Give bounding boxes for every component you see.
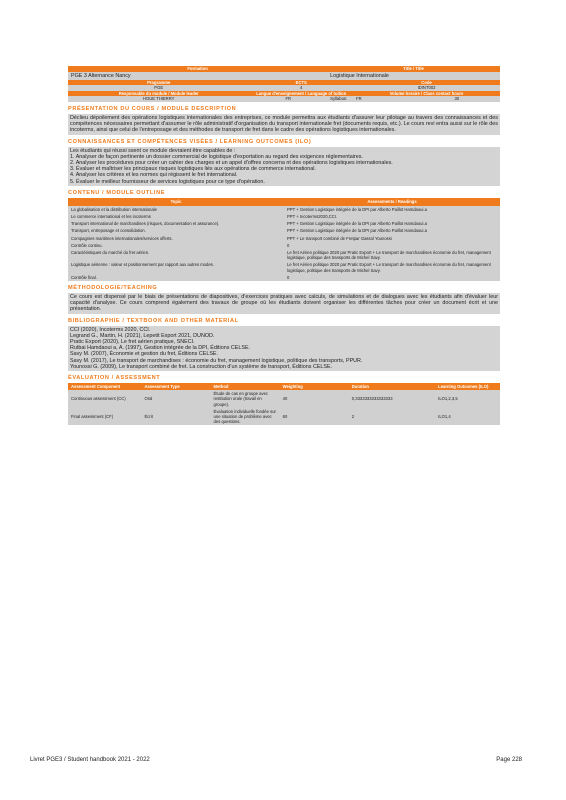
bibliography-entry: Legrand G., Martin, H. (2021), Lepetit Export 2021, DUNOD.	[70, 332, 215, 339]
outline-topic: La globalisation et la distribution internationale	[68, 206, 284, 213]
table-row	[68, 261, 500, 273]
outline-reading: 0	[284, 274, 500, 281]
presentation-text-panel	[68, 114, 500, 135]
competences-intro: Les étudiants qui réussi ssent ce module devraient être capables de :	[70, 147, 236, 154]
table-row	[68, 220, 500, 227]
hours-label: Volume horaire / Class contact hours	[353, 91, 500, 97]
syllabus-value: FR	[353, 96, 413, 102]
hours-value: 30	[414, 96, 500, 102]
assessment-method: Étude de cas en groupe avec restitution orale (travail en groupe).	[211, 390, 280, 408]
assessment-component: Final assessment (CF)	[68, 408, 141, 426]
syllabus-label: Syllabus:	[327, 96, 353, 102]
evaluation-heading: ÉVALUATION / ASSESSMENT	[68, 375, 161, 382]
outline-readings-header: Assessments / Readings	[284, 198, 500, 206]
outline-topic: Transport international de marchandises (risques, documentation et assurance).	[68, 220, 284, 227]
table-row	[68, 390, 500, 408]
table-row	[68, 227, 500, 234]
learning-outcome-5: 5. Évaluer le meilleur fournisseur de services logistiques pour ce type d'opération.	[70, 178, 265, 185]
bibliography-heading: BIBLIOGRAPHIE / TEXTBOOK AND OTHER MATERIAL	[68, 317, 239, 324]
programme-value: PGE	[68, 85, 249, 91]
table-row	[68, 274, 500, 281]
bibliography-entry: Rutbai Hamdaoui a, A. (1997), Gestion intégrée de la DPI, Éditions CELSE.	[70, 345, 251, 352]
assessment-table	[68, 383, 500, 425]
language-value: FR	[249, 96, 327, 102]
assessment-ilo-header: Learning Outcomes (ILO)	[435, 383, 500, 390]
outline-topic: Logistique aérienne : valeur et positionnement par rapport aux autres modes.	[68, 261, 284, 273]
title-label: Title / Title	[327, 66, 500, 72]
ects-value: 4	[249, 85, 353, 91]
footer-handbook-title: Livret PGE3 / Student handbook 2021 - 2022	[30, 757, 150, 763]
assessment-weighting: 60	[280, 408, 349, 426]
assessment-component-header: Assessment Component	[68, 383, 141, 390]
presentation-heading: PRÉSENTATION DU COURS / MODULE DESCRIPTION	[68, 105, 237, 112]
outline-topic: Transport, entreposage et consolidation.	[68, 227, 284, 234]
table-row	[68, 213, 500, 220]
assessment-duration: 2	[349, 408, 435, 426]
assessment-type: Oral	[141, 390, 210, 408]
methodology-heading: MÉTHODOLOGIE/TEACHING	[68, 285, 158, 292]
outline-reading: PPT + Gestion Logistique intégrée de la DPI par Alberto Paillot Hamdaoui.a	[284, 206, 500, 213]
module-outline-table	[68, 198, 500, 281]
code-label: Code	[353, 80, 500, 86]
assessment-weighting-header: Weighting	[280, 383, 349, 390]
syllabus-page	[68, 66, 500, 425]
outline-topic: Le commerce international et les incoterms	[68, 213, 284, 220]
assessment-ilo: ILO1,2,3,5	[435, 390, 500, 408]
page-number: Page 228	[496, 757, 522, 763]
language-label: Langue d'enseignement / Language of tuition	[249, 91, 353, 97]
outline-reading: PPT + Incoterms2020,CCI.	[284, 213, 500, 220]
learning-outcome-4: 4. Analyser les critères et les normes qui régissent le fret international.	[70, 172, 238, 179]
bibliography-entry: Savy M. (2017), Le transport de marchandises : économie du fret, management logistique, politique des transports, PPUR.	[70, 357, 363, 364]
bibliography-entry: Savy M. (2007), Économie et gestion du fret, Éditions CELSE.	[70, 351, 219, 358]
learning-outcome-3: 3. Évaluer et maîtriser les principaux risques logistiques liés aux opérations de commerce international.	[70, 166, 316, 173]
table-row	[68, 408, 500, 426]
assessment-method-header: Method	[211, 383, 280, 390]
outline-topic: Caractéristiques du marché du fret aérien.	[68, 249, 284, 261]
bibliography-panel	[68, 326, 500, 371]
outline-reading: 0	[284, 242, 500, 249]
table-row	[68, 235, 500, 242]
assessment-ilo: ILO1,4	[435, 408, 500, 426]
competences-heading: CONNAISSANCES ET COMPÉTENCES VISÉES / LEARNING OUTCOMES (ILO)	[68, 138, 312, 145]
methodology-panel	[68, 293, 500, 314]
outline-reading: Le fret Aérien politique 2020 par Pratic Export + Le transport de marchandises économie du fret, management logistique, politique des transports de Michel Savy.	[284, 261, 500, 273]
learning-outcome-2: 2. Analyser les procédures pour créer un cahier des charges et un appel d'offres concerna nt des opérations logistiques internationales.	[70, 159, 393, 166]
course-header-table	[68, 66, 500, 102]
assessment-weighting: 40	[280, 390, 349, 408]
module-leader-value: HOUE THIERRY	[68, 96, 249, 102]
table-row	[68, 249, 500, 261]
outline-reading: PPT + Gestion Logistique intégrée de la DPI par Alberto Paillot Hamdaoui.a	[284, 227, 500, 234]
outline-topic: Contrôle final.	[68, 274, 284, 281]
competences-panel	[68, 147, 500, 186]
assessment-duration: 0,3333333333333333	[349, 390, 435, 408]
outline-topic-header: Topic	[68, 198, 284, 206]
methodology-text: Ce cours est dispensé par le biais de présentations de diapositives, d'exercices pratiques avec calculs, de simulations et de dialogues avec les étudiants afin d'évaluer leur capacité d'analyse. Ce cours comprend également des travaux de groupe où les étudiants doivent organiser les différentes tâches pour créer un document écrit et une présentation.	[70, 294, 498, 313]
bibliography-entry: CCI (2020), Incoterms 2020, CCI.	[70, 326, 151, 333]
ects-label: ECTS	[249, 80, 353, 86]
presentation-text: Déclieu dépoilement des opérations logistiques internationales des entreprises, ce module permettra aux étudiants d'assurer leur pilotage au travers des connaissances et des compétences nécessaires permettant d'assumer le rôle administratif d'organisation du transport internationale fret (documents requis, etc.). Le cours revi entra aussi sur le rôle des incoterms, ainsi que celui de l'entreposage et des méthodes de transport de fret dans le cadre des opérations logistiques internationales.	[70, 114, 498, 134]
table-row	[68, 242, 500, 249]
bibliography-entry: Younossi G. (2009), Le transport combiné de fret. La construction d'un système de transport, Éditions CELSE.	[70, 363, 333, 370]
learning-outcome-1: 1. Analyser de façon pertinente un dossier commercial de logistique d'exportation au regard des exigences réglementaires.	[70, 153, 363, 160]
title-value: Logistique Internationale	[327, 72, 500, 80]
outline-heading: CONTENU / MODULE OUTLINE	[68, 189, 166, 196]
code-value: IDINT002	[353, 85, 500, 91]
outline-topic: Compagnies maritimes internationales/services offerts.	[68, 235, 284, 242]
bibliography-entry: Pratic Export (2020), Le fret aérien pratique, SNECI.	[70, 339, 195, 346]
formation-value: PGE 3 Alternance Nancy	[68, 72, 327, 80]
programme-label: Programme	[68, 80, 249, 86]
outline-reading: Le fret Aérien politique 2020 par Pratic Export + Le transport de marchandises économie du fret, management logistique, politique des transports de Michel Savy.	[284, 249, 500, 261]
table-row	[68, 206, 500, 213]
assessment-duration-header: Duration	[349, 383, 435, 390]
module-leader-label: Responsable du module / Module leader	[68, 91, 249, 97]
assessment-component: Continuous assessment (CC)	[68, 390, 141, 408]
assessment-type-header: Assessment Type	[141, 383, 210, 390]
outline-topic: Contrôle continu.	[68, 242, 284, 249]
assessment-method: Évaluation individuelle fondée sur une situation de problème avec des questions.	[211, 408, 280, 426]
outline-reading: PPT + Gestion Logistique intégrée de la DPI par Alberto Paillot Hamdaoui.a	[284, 220, 500, 227]
outline-reading: PPT + Le transport combiné de Fretpar Gassol Younossi	[284, 235, 500, 242]
assessment-type: Écrit	[141, 408, 210, 426]
formation-label: Formation	[68, 66, 327, 72]
